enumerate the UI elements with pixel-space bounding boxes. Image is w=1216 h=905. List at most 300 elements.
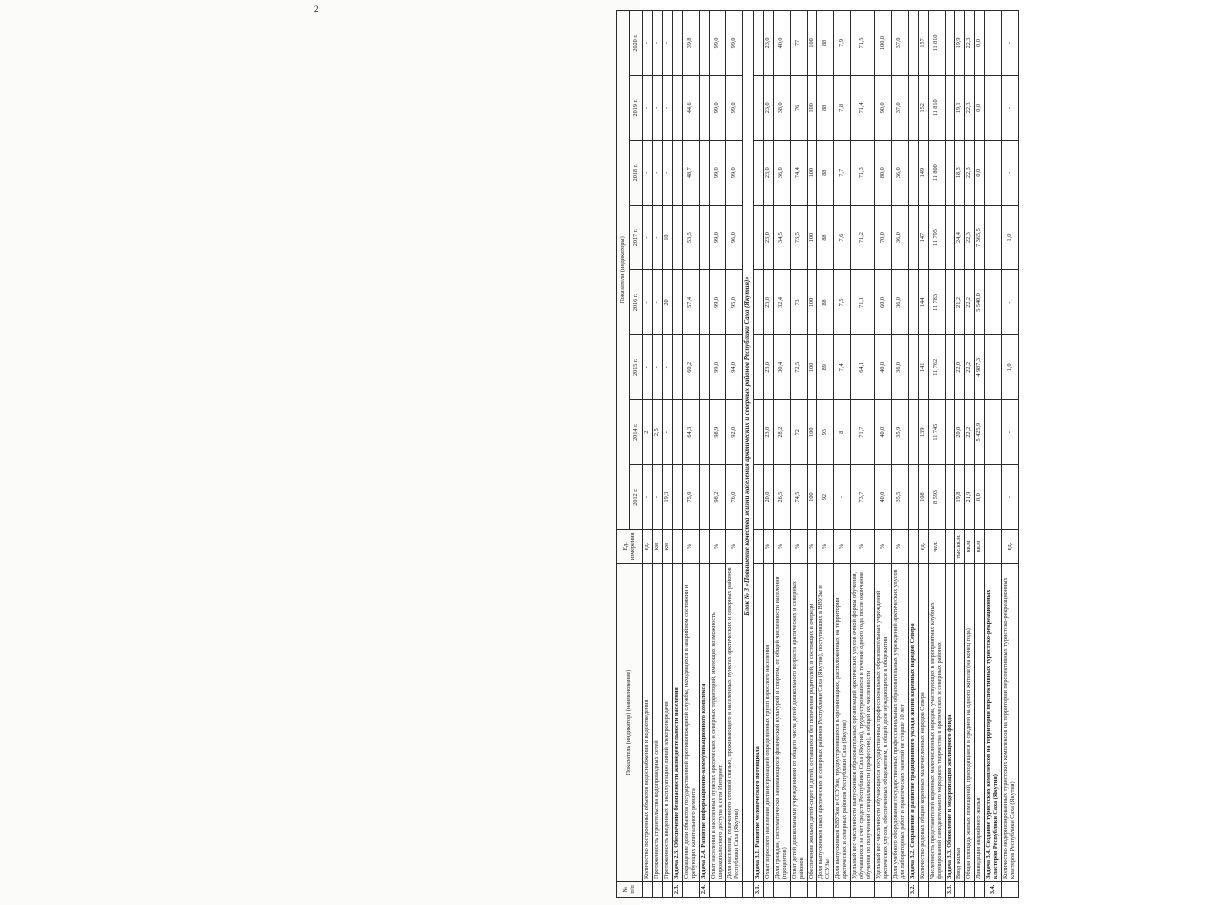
indicator-unit: ед. (1002, 530, 1019, 564)
indicator-value: 7 365,5 (975, 205, 985, 270)
indicator-value: 99,0 (709, 205, 726, 270)
indicator-name: Удельный вес численности обучающихся государственных профессиональных образовательных учреждений арктических улусов, обеспеченных общежитием, в общей доле нуждающихся в общежитии (875, 564, 892, 882)
table-body (643, 11, 1019, 898)
indicator-value: 21,2 (955, 270, 965, 335)
indicator-value (908, 205, 918, 270)
indicator-value: 18,3 (955, 140, 965, 205)
indicator-name: Протяженность строительства водопроводных сетей (652, 564, 662, 882)
table-row (965, 11, 975, 898)
indicator-name: Доля выпускников школ арктических и северных районов Республики Саха (Якутия), поступивших в ВВУЗы и ССУЗы (817, 564, 834, 882)
indicator-value: - (643, 270, 653, 335)
indicator-value (753, 75, 763, 140)
indicator-value: 48,7 (682, 140, 699, 205)
indicator-value: 19,3 (662, 465, 672, 530)
indicator-value: - (652, 11, 662, 76)
row-number (875, 882, 892, 898)
header-year: 2012 г. (630, 465, 643, 530)
indicator-value (699, 205, 709, 270)
row-number (773, 882, 790, 898)
row-number (1002, 882, 1019, 898)
indicator-name: Доля выпускников ВВУЗов и ССУЗов, трудоустроившихся в организациях, расположенных на территории арктических и северных районов Республики Саха (Якутия) (834, 564, 851, 882)
indicator-value: - (662, 400, 672, 465)
indicator-value (672, 465, 682, 530)
indicator-value (699, 140, 709, 205)
indicator-value (672, 205, 682, 270)
indicator-value: 5 425,9 (975, 400, 985, 465)
indicator-value: 20,0 (955, 400, 965, 465)
indicator-value: 99,0 (726, 11, 743, 76)
indicator-unit: кв.м (965, 530, 975, 564)
indicator-value: - (1002, 75, 1019, 140)
indicator-value: 99,0 (709, 140, 726, 205)
row-number (851, 882, 875, 898)
row-number (918, 882, 928, 898)
table-row (1002, 11, 1019, 898)
indicator-value: 99,0 (709, 270, 726, 335)
indicator-value: 77 (790, 11, 807, 76)
indicator-value: 37,0 (891, 75, 908, 140)
indicator-unit (908, 530, 918, 564)
indicator-value: 23,0 (763, 75, 773, 140)
indicator-value: 19,1 (955, 75, 965, 140)
indicator-value: - (662, 75, 672, 140)
indicator-value: - (643, 465, 653, 530)
row-number (652, 882, 662, 898)
indicator-value: 40,0 (875, 335, 892, 400)
table-row (763, 11, 773, 898)
indicator-unit: чел. (928, 530, 945, 564)
task-row (753, 11, 763, 898)
indicator-value (672, 11, 682, 76)
indicator-value: 141 (918, 335, 928, 400)
table-row (643, 11, 653, 898)
indicator-value: 23,0 (763, 205, 773, 270)
indicator-name: Удельный вес численности выпускников образовательных организаций арктических улусов очной формы обучения, обучавшихся за счет средств Республики Саха (Якутия), трудоустроившихся в течение одного года после окончания обучения по полученной специальности (профессии), в общей их численности (851, 564, 875, 882)
indicator-value (908, 11, 918, 76)
indicator-value: 20 (662, 270, 672, 335)
indicator-unit (672, 530, 682, 564)
header-unit-line2: измерения (628, 532, 636, 561)
row-number: 3.2. (908, 882, 918, 898)
indicator-name: Количество модернизированных туристских комплексов на территории перспективных туристско-рекреационных кластеров Республики Саха (Якутия) (1002, 564, 1019, 882)
indicator-value (753, 270, 763, 335)
indicator-value: 23,0 (763, 270, 773, 335)
indicator-value (908, 335, 918, 400)
indicator-value: 7,7 (834, 140, 851, 205)
row-number (891, 882, 908, 898)
indicator-value: 71,4 (851, 75, 875, 140)
table-row (807, 11, 817, 898)
indicator-value: 1,0 (1002, 335, 1019, 400)
indicator-value: 40,0 (773, 11, 790, 76)
indicator-value: 100 (807, 335, 817, 400)
row-number (643, 882, 653, 898)
task-row (672, 11, 682, 898)
indicator-value: 152 (918, 75, 928, 140)
indicator-value (699, 465, 709, 530)
indicator-value: 99,0 (709, 11, 726, 76)
row-number: 2.3. (672, 882, 682, 898)
indicator-value: 22,2 (965, 270, 975, 335)
indicator-value: 19,9 (955, 11, 965, 76)
indicator-value: 23,0 (763, 11, 773, 76)
indicator-value: 74,4 (790, 140, 807, 205)
indicator-value: 93 (817, 400, 834, 465)
indicator-value: 11 762 (928, 335, 945, 400)
indicator-value (699, 270, 709, 335)
row-number (763, 882, 773, 898)
row-number (807, 882, 817, 898)
indicator-value: 35,9 (891, 400, 908, 465)
row-number (662, 882, 672, 898)
indicator-value: 10 (662, 205, 672, 270)
indicator-value (753, 140, 763, 205)
indicator-value (672, 75, 682, 140)
indicator-unit: % (817, 530, 834, 564)
indicators-table (616, 10, 1019, 898)
indicator-value: 96,0 (726, 205, 743, 270)
indicator-value (672, 335, 682, 400)
indicator-value: - (662, 140, 672, 205)
indicator-name: Задача 3.2. Сохранение и развитие традиционного уклада жизни коренных народов Севера (908, 564, 918, 882)
indicator-value: 11 745 (928, 400, 945, 465)
indicator-value: 73,5 (790, 205, 807, 270)
indicator-value: 0,0 (975, 465, 985, 530)
indicator-value: 95,0 (726, 270, 743, 335)
indicator-value: 99,0 (726, 75, 743, 140)
indicator-name: Количество построенных объектов водоснабжения и водоотведения (643, 564, 653, 882)
indicator-unit: ед. (643, 530, 653, 564)
indicator-value (985, 75, 1002, 140)
indicator-value: 0,0 (975, 11, 985, 76)
indicator-name: Охват детей дошкольными учреждениями от общего числа детей дошкольного возраста арктических и северных районов (790, 564, 807, 882)
indicator-value: 22,3 (965, 75, 975, 140)
indicator-value: 70,0 (875, 205, 892, 270)
indicator-value (753, 465, 763, 530)
table-row (790, 11, 807, 898)
table-row (652, 11, 662, 898)
row-number (682, 882, 699, 898)
indicator-value: 7,9 (834, 11, 851, 76)
indicator-name: Количество родовых общин коренных малочисленных народов Севера (918, 564, 928, 882)
indicator-value (672, 140, 682, 205)
indicator-value: 100 (807, 465, 817, 530)
indicator-unit (985, 530, 1002, 564)
row-number: 3.4. (985, 882, 1002, 898)
indicator-name: Задача 3.4. Создание туристских комплексов на территории перспективных туристско-рекреационных кластеров Республики Саха (Якутия) (985, 564, 1002, 882)
indicator-value: 5 540,0 (975, 270, 985, 335)
indicator-value: - (643, 335, 653, 400)
indicator-value: 71,2 (851, 205, 875, 270)
indicator-name: Задача 2.4. Развитие информационно-коммуникационного комплекса (699, 564, 709, 882)
indicator-value (753, 335, 763, 400)
indicator-name: Ввод жилья (955, 564, 965, 882)
indicator-value: 7,8 (834, 75, 851, 140)
indicator-value: 37,0 (891, 11, 908, 76)
indicator-value: 100 (807, 11, 817, 76)
rotated-table-container (616, 10, 1216, 898)
indicator-value: 94,0 (726, 335, 743, 400)
indicator-unit: % (709, 530, 726, 564)
indicator-value: 11 800 (928, 140, 945, 205)
indicator-value (985, 205, 1002, 270)
header-num-line1: № (621, 886, 629, 893)
indicator-value: 23,0 (763, 140, 773, 205)
indicator-value: 22,3 (965, 205, 975, 270)
indicator-value: 100 (807, 140, 817, 205)
indicator-value: 2,5 (652, 400, 662, 465)
indicator-value: 64,1 (851, 335, 875, 400)
indicator-value (985, 335, 1002, 400)
indicator-name: Общая площадь жилых помещений, приходящаяся в среднем на одного жителя (на конец года) (965, 564, 975, 882)
indicator-name: Задача 3.1. Развитие человеческого потенциала (753, 564, 763, 882)
header-year: 2015 г. (630, 335, 643, 400)
indicator-value: - (1002, 465, 1019, 530)
indicator-value: 21,9 (965, 465, 975, 530)
indicator-value: 11 810 (928, 75, 945, 140)
indicator-name: Сокращение доли объектов государственной противопожарной службы, находящихся в аварийном состоянии и требующих капитального ремонта (682, 564, 699, 882)
indicator-value: 8 (834, 400, 851, 465)
indicator-value (945, 75, 955, 140)
indicator-name: Обеспечение жильем детей-сирот и детей, оставшихся без попечения родителей, и состоящих в очереди (807, 564, 817, 882)
indicator-value: 60,2 (682, 335, 699, 400)
indicator-value: 26,5 (773, 465, 790, 530)
indicator-value (945, 270, 955, 335)
block-title-row (743, 11, 754, 898)
table-row (875, 11, 892, 898)
indicator-value (908, 270, 918, 335)
indicator-value (945, 140, 955, 205)
indicator-unit: км (662, 530, 672, 564)
indicator-value (985, 11, 1002, 76)
indicator-value: 88 (817, 11, 834, 76)
row-number (790, 882, 807, 898)
indicator-value (945, 335, 955, 400)
indicator-value: 4 987,3 (975, 335, 985, 400)
indicator-name: Задача 2.3. Обеспечение безопасности жизнедеятельности населения (672, 564, 682, 882)
indicator-value: 64,3 (682, 400, 699, 465)
indicator-unit: кв.м (975, 530, 985, 564)
indicator-value: 36,0 (891, 270, 908, 335)
indicator-value: - (652, 270, 662, 335)
indicator-value: 19,8 (955, 465, 965, 530)
indicator-value (699, 11, 709, 76)
indicator-value: 22,2 (965, 335, 975, 400)
indicator-value: 71,3 (851, 140, 875, 205)
indicator-value: - (1002, 400, 1019, 465)
indicator-value (985, 270, 1002, 335)
indicator-value: 11 795 (928, 205, 945, 270)
indicator-value (699, 400, 709, 465)
task-row (945, 11, 955, 898)
task-row (985, 11, 1002, 898)
table-row (773, 11, 790, 898)
indicator-value (908, 140, 918, 205)
indicator-value: 0,0 (975, 140, 985, 205)
indicator-unit: % (682, 530, 699, 564)
indicator-value: 89 (817, 335, 834, 400)
row-number (743, 882, 754, 898)
indicator-value: 39,8 (682, 11, 699, 76)
indicator-value: 108 (918, 465, 928, 530)
indicator-value: 139 (918, 400, 928, 465)
indicator-value: 149 (918, 140, 928, 205)
indicator-value: - (652, 465, 662, 530)
indicator-value: 28,2 (773, 400, 790, 465)
row-number (928, 882, 945, 898)
table-row (955, 11, 965, 898)
header-year: 2017 г. (630, 205, 643, 270)
task-row (908, 11, 918, 898)
indicator-value: 23,0 (763, 335, 773, 400)
table-header-row (617, 11, 630, 898)
indicator-unit: % (875, 530, 892, 564)
indicator-value (985, 140, 1002, 205)
header-num-line2: п/п (628, 885, 636, 894)
indicator-name: Охват взрослого населения диспансеризацией определенных групп взрослого населения (763, 564, 773, 882)
indicator-name: Численность представителей коренных малочисленных народов, участвующих в мероприятиях клубных формирований самодеятельного народного творчества в арктических и северных районах (928, 564, 945, 882)
indicator-value: 100 (807, 205, 817, 270)
indicator-value: 147 (918, 205, 928, 270)
indicator-value (908, 400, 918, 465)
indicator-value (672, 270, 682, 335)
indicator-value: - (643, 11, 653, 76)
indicator-value: 88 (817, 205, 834, 270)
indicator-value: 7,6 (834, 205, 851, 270)
page-number: 2 (314, 4, 319, 14)
table-row (928, 11, 945, 898)
indicator-value: 71,1 (851, 270, 875, 335)
indicator-name: Доля населения, охваченного сотовой связью, проживающего в населенных пунктах арктических и северных районов Республики Саха (Якутия) (726, 564, 743, 882)
task-row (699, 11, 709, 898)
indicator-value: 100 (807, 270, 817, 335)
indicator-value: 99,0 (709, 75, 726, 140)
indicator-value: 22,2 (965, 400, 975, 465)
table-row (975, 11, 985, 898)
indicator-value: 11 810 (928, 11, 945, 76)
indicator-value: 76,0 (726, 465, 743, 530)
indicator-value: 88 (817, 140, 834, 205)
indicator-name: Протяженность введенных в эксплуатацию линий электропередачи (662, 564, 672, 882)
indicator-value: 36,0 (773, 140, 790, 205)
indicator-name: Задача 3.3. Обновление и модернизация жилищного фонда (945, 564, 955, 882)
table-row (817, 11, 834, 898)
indicator-value: 1,0 (1002, 205, 1019, 270)
table-row (918, 11, 928, 898)
header-year: 2020 г. (630, 11, 643, 76)
indicator-value: 22,3 (965, 140, 975, 205)
indicator-value: 98,9 (709, 400, 726, 465)
block-title: Блок № 3 «Повышение качества жизни населения арктических и северных районов Республики Саха (Якутия)» (743, 11, 754, 882)
indicator-value: - (643, 140, 653, 205)
indicator-value (945, 465, 955, 530)
indicator-value: 76 (790, 75, 807, 140)
indicator-value: 100 (807, 400, 817, 465)
indicator-value (672, 400, 682, 465)
indicator-value: - (662, 11, 672, 76)
indicator-unit: % (891, 530, 908, 564)
indicator-unit (753, 530, 763, 564)
indicator-value: 40,0 (875, 400, 892, 465)
indicator-value: 7,4 (834, 335, 851, 400)
header-year: 2019 г. (630, 75, 643, 140)
indicator-value (908, 75, 918, 140)
indicator-value: 8 593 (928, 465, 945, 530)
indicator-value: 32,4 (773, 270, 790, 335)
table-row (891, 11, 908, 898)
indicator-value: 35,5 (891, 465, 908, 530)
indicator-value: 34,5 (773, 205, 790, 270)
indicator-value (985, 400, 1002, 465)
indicator-value (945, 400, 955, 465)
indicator-value: 23,0 (763, 400, 773, 465)
indicator-value: 22,0 (955, 335, 965, 400)
indicator-value (945, 205, 955, 270)
indicator-value: 71,7 (851, 400, 875, 465)
indicator-value: 92,0 (726, 400, 743, 465)
indicator-unit: % (773, 530, 790, 564)
indicator-value (753, 11, 763, 76)
indicator-unit: % (834, 530, 851, 564)
row-number (726, 882, 743, 898)
indicator-unit: ед. (918, 530, 928, 564)
table-row (851, 11, 875, 898)
indicator-unit: % (763, 530, 773, 564)
table-row (834, 11, 851, 898)
header-unit (617, 530, 643, 564)
indicator-name: Доля учебного оборудования государственных профессиональных образовательных учреждений арктических улусов для лабораторных работ и практических занятий не старше 10 лет (891, 564, 908, 882)
indicator-value: - (652, 140, 662, 205)
indicator-value: 72,5 (790, 335, 807, 400)
indicator-value: - (834, 465, 851, 530)
indicator-value: 75,0 (682, 465, 699, 530)
indicator-value: 72 (790, 400, 807, 465)
indicator-value: 0,0 (975, 75, 985, 140)
indicator-value (945, 11, 955, 76)
header-year: 2016 г. (630, 270, 643, 335)
indicator-value (753, 400, 763, 465)
header-indicator: Показатель (индикатор) (наименование) (617, 564, 643, 882)
indicator-value: 100 (807, 75, 817, 140)
indicator-value: 53,5 (682, 205, 699, 270)
indicator-name: Охват населения в населенных пунктах арктических и северных территорий, имеющих возможность широкополосного доступа к сети Интернет (709, 564, 726, 882)
indicator-unit: % (726, 530, 743, 564)
row-number (955, 882, 965, 898)
indicator-value: - (1002, 11, 1019, 76)
header-year: 2018 г. (630, 140, 643, 205)
indicator-value: - (652, 335, 662, 400)
indicator-value: 99,0 (709, 335, 726, 400)
indicator-unit: % (851, 530, 875, 564)
indicator-value (699, 75, 709, 140)
indicator-value: 2 (643, 400, 653, 465)
indicator-value: 144 (918, 270, 928, 335)
header-year: 2014 г. (630, 400, 643, 465)
row-number: 3.3. (945, 882, 955, 898)
indicator-unit: тыс.кв.м. (955, 530, 965, 564)
row-number: 2.4. (699, 882, 709, 898)
indicator-value: 7,5 (834, 270, 851, 335)
indicator-value: 44,6 (682, 75, 699, 140)
indicator-value: 157 (918, 11, 928, 76)
table-row (709, 11, 726, 898)
indicator-value: 38,0 (773, 75, 790, 140)
indicator-value: 71,5 (851, 11, 875, 76)
indicator-value: 20,0 (763, 465, 773, 530)
table-row (662, 11, 672, 898)
row-number: 3.1. (753, 882, 763, 898)
table-row (682, 11, 699, 898)
